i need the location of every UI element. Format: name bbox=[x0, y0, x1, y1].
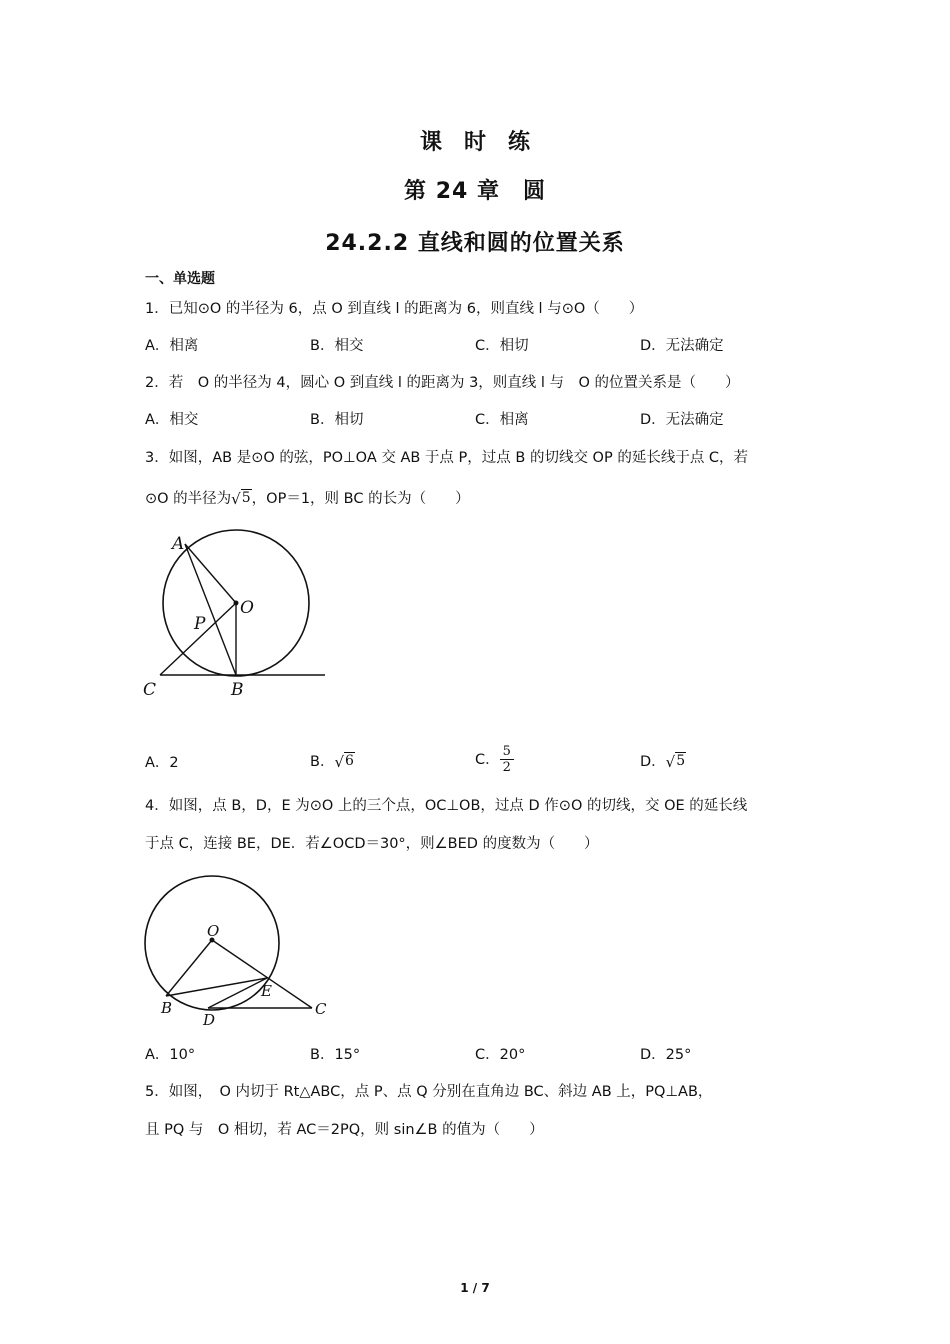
q3-option-d[interactable] bbox=[640, 752, 686, 772]
denominator: 2 bbox=[502, 760, 511, 775]
q3-label-a: A bbox=[172, 534, 185, 554]
numerator: 5 bbox=[500, 744, 514, 760]
q3-option-c-prefix: C． bbox=[475, 751, 500, 768]
q3-center-dot bbox=[234, 601, 239, 606]
question-4-line2: 于点 C，连接 BE，DE．若∠OCD＝30°，则∠BED 的度数为（ ） bbox=[145, 836, 599, 852]
q3-line2-post: ，OP＝1，则 BC 的长为（ ） bbox=[251, 491, 470, 507]
fraction bbox=[500, 744, 514, 775]
sqrt-expression: √ 5 bbox=[665, 753, 686, 771]
q4-label-d: D bbox=[203, 1011, 216, 1029]
q3-option-b[interactable] bbox=[310, 752, 355, 772]
q3-option-b-prefix: B． bbox=[310, 754, 335, 770]
q2-option-d[interactable]: D．无法确定 bbox=[640, 412, 724, 428]
q4-label-e: E bbox=[261, 982, 272, 1000]
q3-line2-pre: ⊙O 的半径为 bbox=[145, 491, 232, 507]
chapter-title: 第 24 章 圆 bbox=[404, 179, 546, 204]
doc-title-practice: 课时练 bbox=[419, 130, 552, 155]
q4-label-c: C bbox=[315, 1000, 327, 1018]
question-4-line1: 4．如图，点 B，D，E 为⊙O 上的三个点，OC⊥OB，过点 D 作⊙O 的切线，交 OE 的延长线 bbox=[145, 798, 748, 814]
radicand: 5 bbox=[676, 753, 686, 769]
q4-label-o: O bbox=[207, 922, 220, 940]
q3-option-c[interactable] bbox=[475, 744, 514, 775]
q4-option-d[interactable]: D．25° bbox=[640, 1047, 692, 1063]
q3-figure bbox=[140, 522, 340, 702]
q1-option-a[interactable]: A．相离 bbox=[145, 338, 199, 354]
q4-option-a[interactable]: A．10° bbox=[145, 1047, 196, 1063]
q4-segment-be bbox=[166, 978, 267, 996]
q2-option-c[interactable]: C．相离 bbox=[475, 412, 529, 428]
question-2-text: 2．若 O 的半径为 4，圆心 O 到直线 l 的距离为 3，则直线 l 与 O 的位置关系是（ ） bbox=[145, 375, 740, 391]
q4-label-b: B bbox=[161, 999, 173, 1017]
q3-label-p: P bbox=[194, 614, 206, 634]
sqrt-expression: √ 6 bbox=[334, 753, 354, 771]
radicand: 6 bbox=[345, 753, 354, 769]
q2-option-a[interactable]: A．相交 bbox=[145, 412, 199, 428]
q1-option-c[interactable]: C．相切 bbox=[475, 338, 529, 354]
q4-segment-de bbox=[208, 978, 267, 1008]
radicand: 5 bbox=[241, 490, 251, 506]
q4-option-b[interactable]: B．15° bbox=[310, 1047, 361, 1063]
sqrt-expression: √ 5 bbox=[231, 490, 251, 508]
q3-label-b: B bbox=[231, 680, 244, 700]
question-1-text: 1．已知⊙O 的半径为 6，点 O 到直线 l 的距离为 6，则直线 l 与⊙O（ ） bbox=[145, 301, 644, 317]
q3-label-o: O bbox=[240, 598, 254, 618]
q2-option-b[interactable]: B．相切 bbox=[310, 412, 364, 428]
q1-option-b[interactable]: B．相交 bbox=[310, 338, 364, 354]
page-number: 1 / 7 bbox=[460, 1281, 490, 1295]
q4-segment-ob bbox=[166, 940, 212, 996]
q4-figure bbox=[140, 870, 340, 1030]
q3-label-c: C bbox=[143, 680, 157, 700]
q1-option-d[interactable]: D．无法确定 bbox=[640, 338, 724, 354]
lesson-title: 24.2.2 直线和圆的位置关系 bbox=[325, 231, 625, 256]
q4-circle bbox=[145, 876, 279, 1010]
question-3-line1: 3．如图，AB 是⊙O 的弦，PO⊥OA 交 AB 于点 P，过点 B 的切线交 OP 的延长线于点 C，若 bbox=[145, 450, 749, 466]
section-heading: 一、单选题 bbox=[145, 271, 215, 287]
q3-option-d-prefix: D． bbox=[640, 754, 666, 770]
question-3-line2 bbox=[145, 489, 470, 509]
q3-segment-oa bbox=[185, 544, 236, 603]
question-5-line2: 且 PQ 与 O 相切，若 AC＝2PQ，则 sin∠B 的值为（ ） bbox=[145, 1122, 544, 1138]
q4-option-c[interactable]: C．20° bbox=[475, 1047, 526, 1063]
question-5-line1: 5．如图， O 内切于 Rt△ABC，点 P、点 Q 分别在直角边 BC、斜边 AB 上，PQ⊥AB， bbox=[145, 1084, 713, 1100]
q3-option-a[interactable]: A．2 bbox=[145, 755, 179, 771]
